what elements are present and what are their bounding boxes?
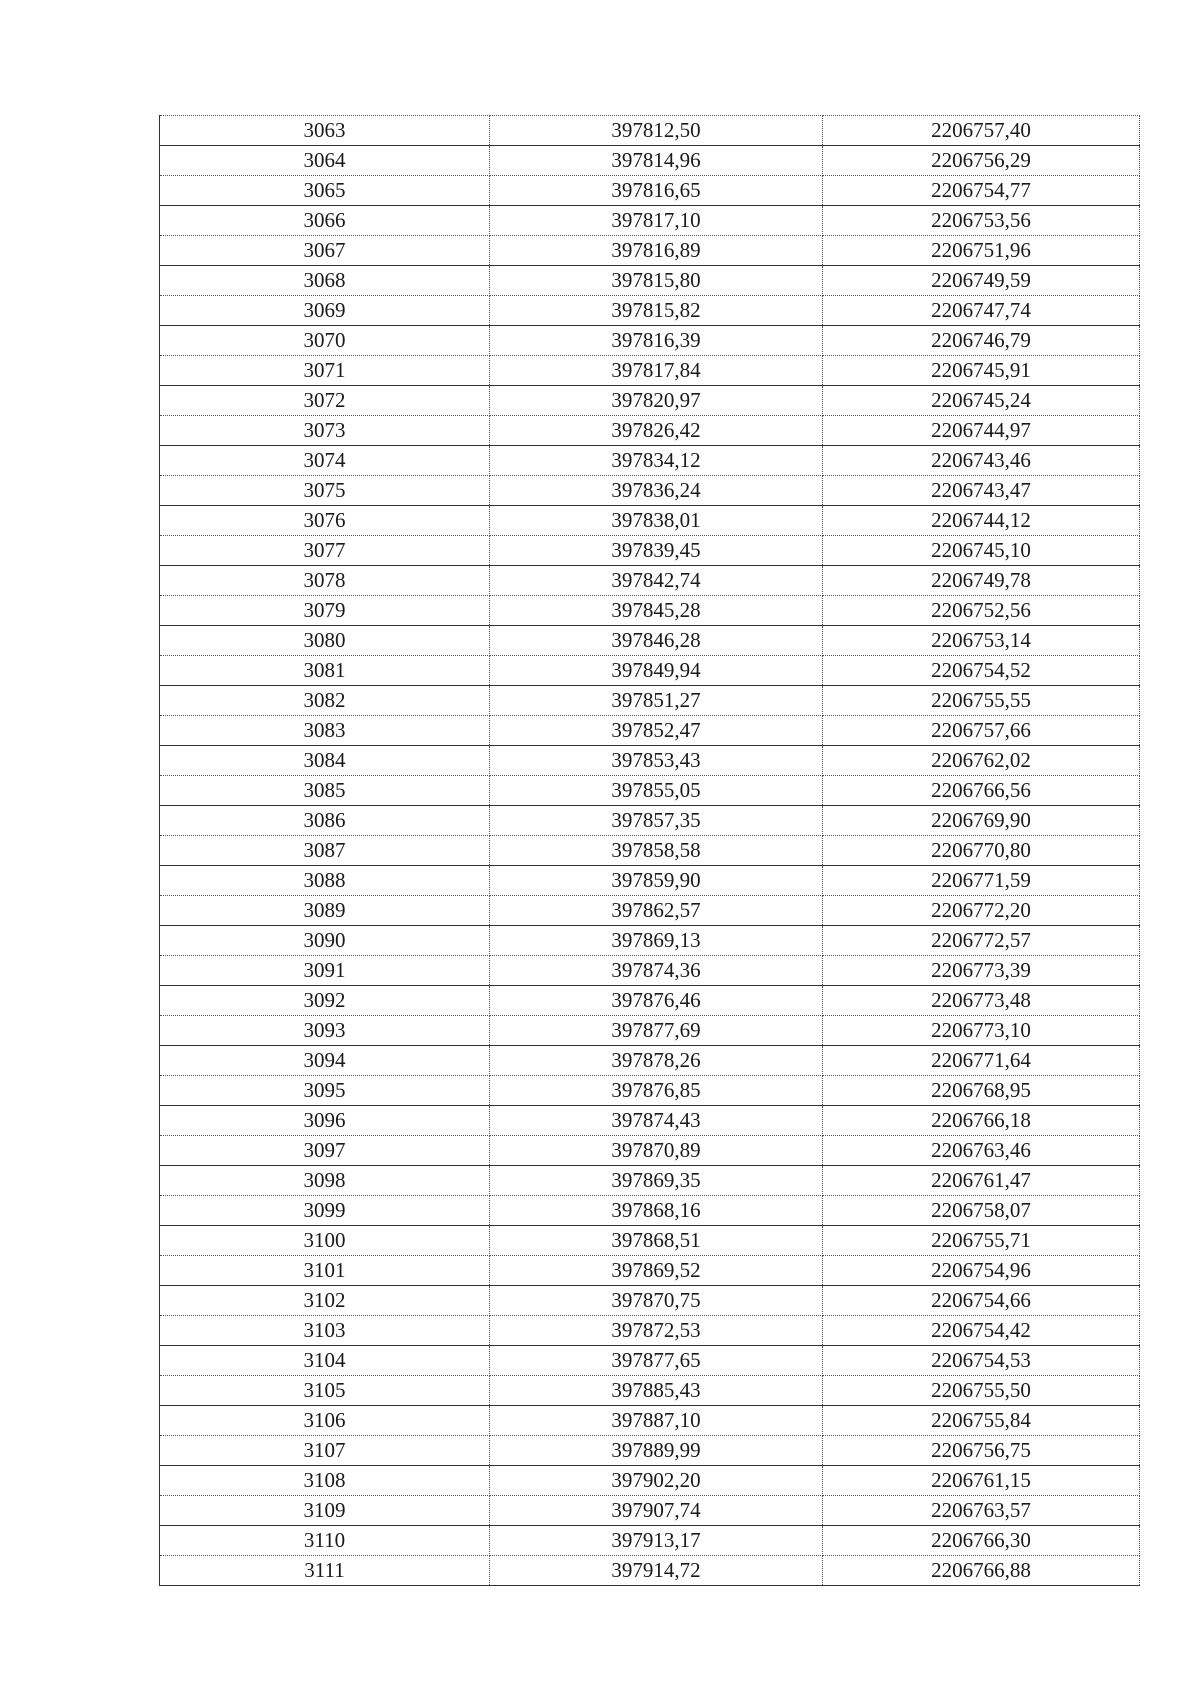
x-coordinate-cell: 397887,10 [490,1406,823,1436]
table-row [160,1046,1140,1076]
x-coordinate-cell: 397814,96 [490,146,823,176]
table-row [160,1496,1140,1526]
table-row [160,1136,1140,1166]
x-coordinate-cell: 397907,74 [490,1496,823,1526]
point-number-cell: 3073 [160,416,490,446]
table-row [160,776,1140,806]
table-row [160,716,1140,746]
point-number-cell: 3103 [160,1316,490,1346]
x-coordinate-cell: 397846,28 [490,626,823,656]
table-row [160,1106,1140,1136]
y-coordinate-cell: 2206769,90 [823,806,1140,836]
table-row [160,1526,1140,1556]
x-coordinate-cell: 397859,90 [490,866,823,896]
y-coordinate-cell: 2206751,96 [823,236,1140,266]
y-coordinate-cell: 2206756,75 [823,1436,1140,1466]
y-coordinate-cell: 2206771,59 [823,866,1140,896]
x-coordinate-cell: 397820,97 [490,386,823,416]
y-coordinate-cell: 2206745,24 [823,386,1140,416]
x-coordinate-cell: 397858,58 [490,836,823,866]
y-coordinate-cell: 2206756,29 [823,146,1140,176]
point-number-cell: 3087 [160,836,490,866]
point-number-cell: 3078 [160,566,490,596]
point-number-cell: 3109 [160,1496,490,1526]
y-coordinate-cell: 2206763,46 [823,1136,1140,1166]
y-coordinate-cell: 2206766,18 [823,1106,1140,1136]
table-row [160,206,1140,236]
y-coordinate-cell: 2206762,02 [823,746,1140,776]
y-coordinate-cell: 2206758,07 [823,1196,1140,1226]
x-coordinate-cell: 397816,39 [490,326,823,356]
table-row [160,1196,1140,1226]
table-row [160,326,1140,356]
coordinates-table [159,115,1140,1586]
y-coordinate-cell: 2206772,57 [823,926,1140,956]
point-number-cell: 3094 [160,1046,490,1076]
y-coordinate-cell: 2206773,48 [823,986,1140,1016]
y-coordinate-cell: 2206754,96 [823,1256,1140,1286]
x-coordinate-cell: 397826,42 [490,416,823,446]
table-row [160,1166,1140,1196]
x-coordinate-cell: 397838,01 [490,506,823,536]
point-number-cell: 3093 [160,1016,490,1046]
point-number-cell: 3063 [160,116,490,146]
point-number-cell: 3097 [160,1136,490,1166]
y-coordinate-cell: 2206766,88 [823,1556,1140,1586]
y-coordinate-cell: 2206755,84 [823,1406,1140,1436]
point-number-cell: 3108 [160,1466,490,1496]
table-row [160,146,1140,176]
table-row [160,386,1140,416]
table-row [160,896,1140,926]
x-coordinate-cell: 397902,20 [490,1466,823,1496]
y-coordinate-cell: 2206754,42 [823,1316,1140,1346]
table-row [160,506,1140,536]
point-number-cell: 3077 [160,536,490,566]
point-number-cell: 3066 [160,206,490,236]
table-row [160,1436,1140,1466]
point-number-cell: 3070 [160,326,490,356]
table-row [160,596,1140,626]
x-coordinate-cell: 397817,84 [490,356,823,386]
table-row [160,356,1140,386]
table-row [160,236,1140,266]
point-number-cell: 3088 [160,866,490,896]
y-coordinate-cell: 2206744,12 [823,506,1140,536]
y-coordinate-cell: 2206766,56 [823,776,1140,806]
table-row [160,446,1140,476]
x-coordinate-cell: 397874,43 [490,1106,823,1136]
point-number-cell: 3081 [160,656,490,686]
x-coordinate-cell: 397876,85 [490,1076,823,1106]
table-row [160,116,1140,146]
point-number-cell: 3080 [160,626,490,656]
table-row [160,1376,1140,1406]
x-coordinate-cell: 397914,72 [490,1556,823,1586]
point-number-cell: 3064 [160,146,490,176]
y-coordinate-cell: 2206749,59 [823,266,1140,296]
y-coordinate-cell: 2206745,10 [823,536,1140,566]
table-row [160,1076,1140,1106]
table-row [160,836,1140,866]
point-number-cell: 3095 [160,1076,490,1106]
point-number-cell: 3099 [160,1196,490,1226]
x-coordinate-cell: 397870,75 [490,1286,823,1316]
point-number-cell: 3068 [160,266,490,296]
table-row [160,1406,1140,1436]
point-number-cell: 3100 [160,1226,490,1256]
point-number-cell: 3072 [160,386,490,416]
table-row [160,986,1140,1016]
table-row [160,1286,1140,1316]
y-coordinate-cell: 2206771,64 [823,1046,1140,1076]
point-number-cell: 3084 [160,746,490,776]
x-coordinate-cell: 397913,17 [490,1526,823,1556]
point-number-cell: 3096 [160,1106,490,1136]
y-coordinate-cell: 2206763,57 [823,1496,1140,1526]
y-coordinate-cell: 2206752,56 [823,596,1140,626]
table-row [160,1346,1140,1376]
table-row [160,536,1140,566]
x-coordinate-cell: 397869,52 [490,1256,823,1286]
table-row [160,1256,1140,1286]
x-coordinate-cell: 397869,13 [490,926,823,956]
x-coordinate-cell: 397853,43 [490,746,823,776]
x-coordinate-cell: 397815,82 [490,296,823,326]
point-number-cell: 3104 [160,1346,490,1376]
table-row [160,1016,1140,1046]
y-coordinate-cell: 2206747,74 [823,296,1140,326]
point-number-cell: 3102 [160,1286,490,1316]
y-coordinate-cell: 2206754,53 [823,1346,1140,1376]
point-number-cell: 3105 [160,1376,490,1406]
x-coordinate-cell: 397845,28 [490,596,823,626]
point-number-cell: 3110 [160,1526,490,1556]
point-number-cell: 3092 [160,986,490,1016]
x-coordinate-cell: 397817,10 [490,206,823,236]
table-row [160,176,1140,206]
x-coordinate-cell: 397877,65 [490,1346,823,1376]
y-coordinate-cell: 2206773,39 [823,956,1140,986]
x-coordinate-cell: 397816,89 [490,236,823,266]
y-coordinate-cell: 2206749,78 [823,566,1140,596]
table-row [160,806,1140,836]
point-number-cell: 3082 [160,686,490,716]
table-row [160,656,1140,686]
point-number-cell: 3098 [160,1166,490,1196]
x-coordinate-cell: 397855,05 [490,776,823,806]
x-coordinate-cell: 397812,50 [490,116,823,146]
table-row [160,926,1140,956]
table-row [160,866,1140,896]
x-coordinate-cell: 397868,51 [490,1226,823,1256]
x-coordinate-cell: 397815,80 [490,266,823,296]
y-coordinate-cell: 2206745,91 [823,356,1140,386]
y-coordinate-cell: 2206743,46 [823,446,1140,476]
table-row [160,296,1140,326]
table-row [160,566,1140,596]
y-coordinate-cell: 2206753,14 [823,626,1140,656]
x-coordinate-cell: 397839,45 [490,536,823,566]
table-row [160,686,1140,716]
point-number-cell: 3067 [160,236,490,266]
point-number-cell: 3079 [160,596,490,626]
point-number-cell: 3085 [160,776,490,806]
y-coordinate-cell: 2206755,50 [823,1376,1140,1406]
coordinates-table-body [160,116,1140,1586]
y-coordinate-cell: 2206770,80 [823,836,1140,866]
point-number-cell: 3065 [160,176,490,206]
point-number-cell: 3106 [160,1406,490,1436]
point-number-cell: 3089 [160,896,490,926]
x-coordinate-cell: 397857,35 [490,806,823,836]
y-coordinate-cell: 2206757,40 [823,116,1140,146]
x-coordinate-cell: 397869,35 [490,1166,823,1196]
table-row [160,746,1140,776]
y-coordinate-cell: 2206754,52 [823,656,1140,686]
x-coordinate-cell: 397876,46 [490,986,823,1016]
point-number-cell: 3086 [160,806,490,836]
table-row [160,416,1140,446]
x-coordinate-cell: 397842,74 [490,566,823,596]
x-coordinate-cell: 397872,53 [490,1316,823,1346]
x-coordinate-cell: 397874,36 [490,956,823,986]
y-coordinate-cell: 2206761,15 [823,1466,1140,1496]
table-row [160,1556,1140,1586]
table-row [160,1226,1140,1256]
y-coordinate-cell: 2206761,47 [823,1166,1140,1196]
x-coordinate-cell: 397885,43 [490,1376,823,1406]
x-coordinate-cell: 397870,89 [490,1136,823,1166]
table-row [160,956,1140,986]
x-coordinate-cell: 397851,27 [490,686,823,716]
point-number-cell: 3111 [160,1556,490,1586]
y-coordinate-cell: 2206754,77 [823,176,1140,206]
y-coordinate-cell: 2206755,55 [823,686,1140,716]
x-coordinate-cell: 397836,24 [490,476,823,506]
y-coordinate-cell: 2206768,95 [823,1076,1140,1106]
y-coordinate-cell: 2206772,20 [823,896,1140,926]
y-coordinate-cell: 2206766,30 [823,1526,1140,1556]
x-coordinate-cell: 397816,65 [490,176,823,206]
point-number-cell: 3091 [160,956,490,986]
point-number-cell: 3071 [160,356,490,386]
point-number-cell: 3090 [160,926,490,956]
y-coordinate-cell: 2206755,71 [823,1226,1140,1256]
table-row [160,266,1140,296]
x-coordinate-cell: 397878,26 [490,1046,823,1076]
x-coordinate-cell: 397834,12 [490,446,823,476]
y-coordinate-cell: 2206754,66 [823,1286,1140,1316]
y-coordinate-cell: 2206744,97 [823,416,1140,446]
y-coordinate-cell: 2206757,66 [823,716,1140,746]
point-number-cell: 3076 [160,506,490,536]
point-number-cell: 3101 [160,1256,490,1286]
x-coordinate-cell: 397849,94 [490,656,823,686]
y-coordinate-cell: 2206773,10 [823,1016,1140,1046]
table-row [160,1316,1140,1346]
point-number-cell: 3107 [160,1436,490,1466]
point-number-cell: 3074 [160,446,490,476]
table-row [160,1466,1140,1496]
y-coordinate-cell: 2206753,56 [823,206,1140,236]
point-number-cell: 3069 [160,296,490,326]
x-coordinate-cell: 397868,16 [490,1196,823,1226]
y-coordinate-cell: 2206746,79 [823,326,1140,356]
x-coordinate-cell: 397877,69 [490,1016,823,1046]
table-row [160,626,1140,656]
x-coordinate-cell: 397862,57 [490,896,823,926]
point-number-cell: 3083 [160,716,490,746]
x-coordinate-cell: 397889,99 [490,1436,823,1466]
y-coordinate-cell: 2206743,47 [823,476,1140,506]
x-coordinate-cell: 397852,47 [490,716,823,746]
table-row [160,476,1140,506]
point-number-cell: 3075 [160,476,490,506]
